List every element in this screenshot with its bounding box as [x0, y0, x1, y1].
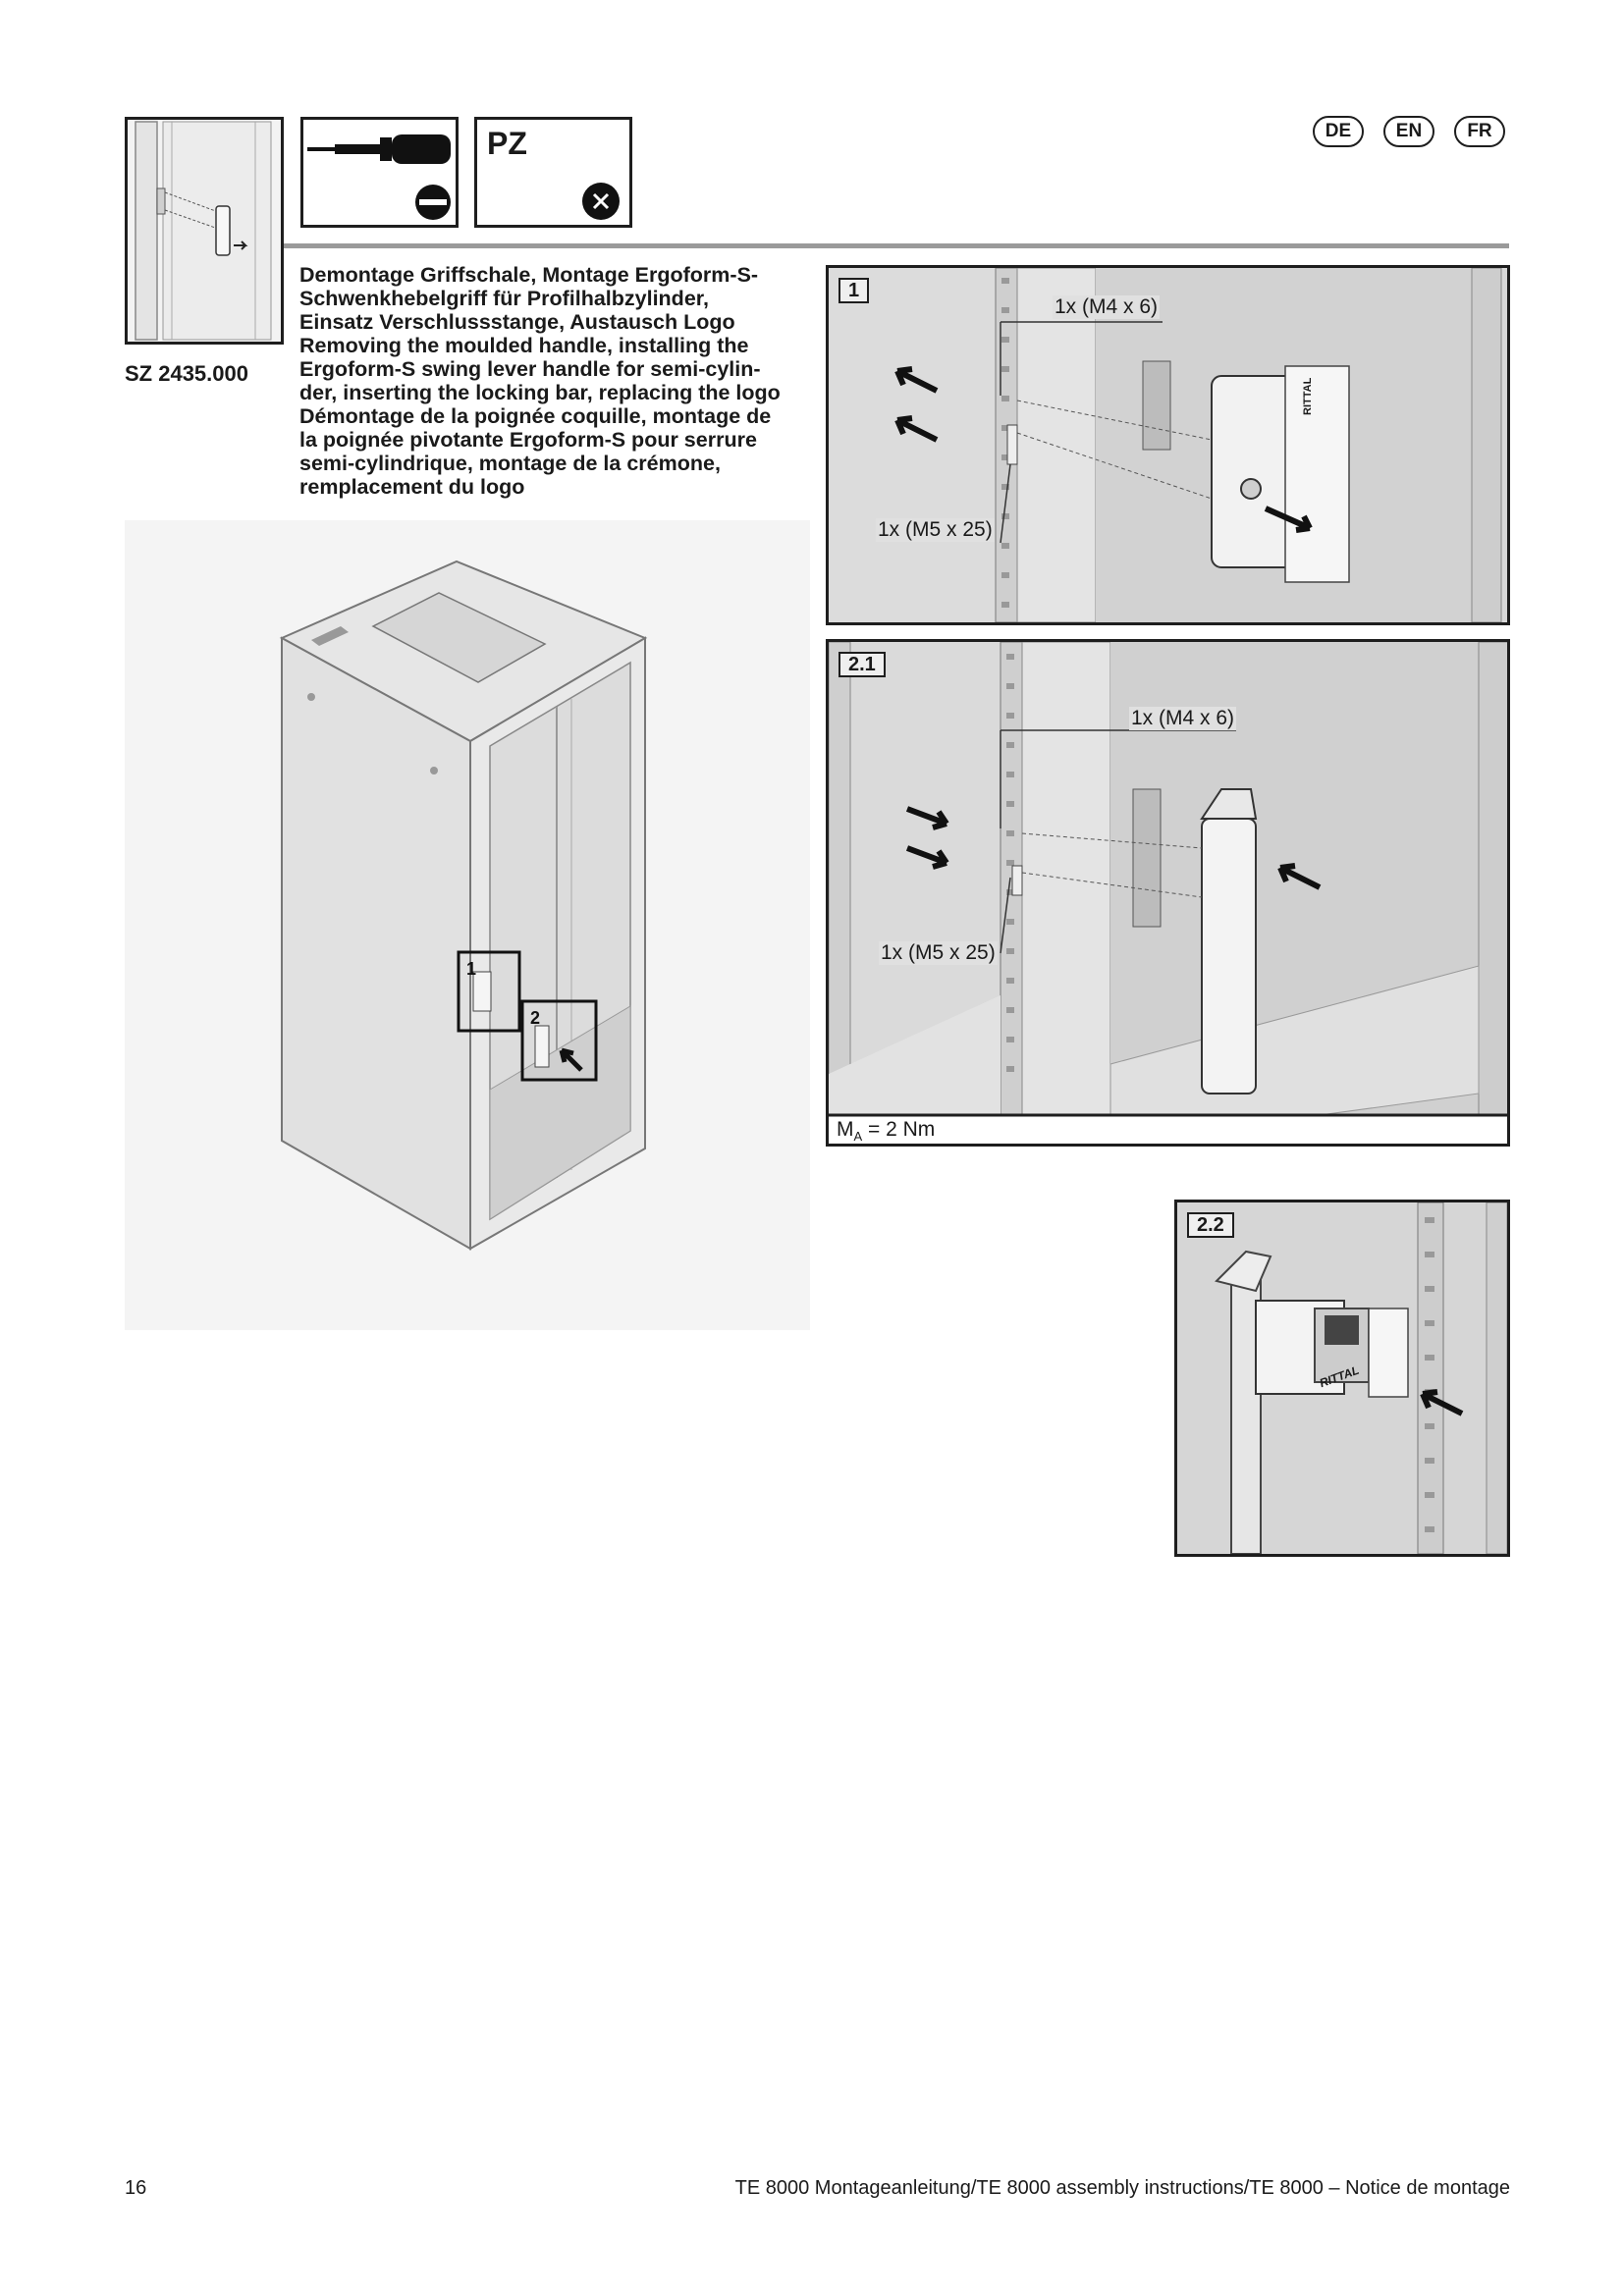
torque-symbol: M — [837, 1118, 854, 1141]
screwdriver-tool-box — [300, 117, 459, 228]
document-title: TE 8000 Montageanleitung/TE 8000 assembly instructions/TE 8000 – Notice de montage — [734, 2177, 1510, 2199]
cabinet-overview — [125, 520, 810, 1330]
panel-1-screw-top: 1x (M4 x 6) — [1055, 295, 1159, 318]
title-line: der, inserting the locking bar, replacing the logo — [299, 381, 781, 404]
panel-2-1-screw-top: 1x (M4 x 6) — [1131, 707, 1235, 729]
title-line: Einsatz Verschlussstange, Austausch Logo — [299, 310, 735, 334]
page-number: 16 — [125, 2177, 147, 2199]
panel-1-illustration — [829, 268, 1507, 622]
title-line: la poignée pivotante Ergoform-S pour serrure — [299, 428, 757, 452]
title-line: remplacement du logo — [299, 475, 525, 499]
header-divider — [284, 243, 1509, 248]
panel-2-1-label: 2.1 — [839, 652, 886, 677]
title-line: Ergoform-S swing lever handle for semi-cylin- — [299, 357, 761, 381]
panel-2-1-screw-bottom: 1x (M5 x 25) — [881, 941, 996, 964]
flat-screwdriver-icon — [303, 120, 456, 225]
torque-value: = 2 Nm — [862, 1118, 936, 1141]
language-badge-en: EN — [1383, 116, 1434, 147]
cross-head-icon — [581, 182, 621, 221]
panel-1-label: 1 — [839, 278, 869, 303]
torque-subscript: A — [853, 1129, 863, 1145]
title-line: Démontage de la poignée coquille, montage de — [299, 404, 772, 428]
torque-specification — [837, 1117, 935, 1147]
door-thumbnail-illustration — [128, 120, 281, 342]
language-badge-de: DE — [1313, 116, 1364, 147]
panel-2-2-logo: RITTAL — [1318, 1362, 1362, 1391]
panel-step-2-1 — [826, 639, 1510, 1147]
article-number: SZ 2435.000 — [125, 361, 248, 386]
instruction-title — [299, 263, 810, 499]
panel-1-logo: RITTAL — [1302, 377, 1314, 415]
title-line: Demontage Griffschale, Montage Ergoform-S- — [299, 263, 759, 287]
overview-callout-1: 1 — [466, 959, 477, 979]
title-line: Removing the moulded handle, installing the — [299, 334, 749, 357]
pz-tool-box — [474, 117, 632, 228]
title-line: semi-cylindrique, montage de la crémone, — [299, 452, 721, 475]
overview-callout-2: 2 — [530, 1008, 541, 1028]
title-line: Schwenkhebelgriff für Profilhalbzylinder, — [299, 287, 709, 310]
cabinet-illustration — [125, 520, 810, 1330]
door-thumbnail — [125, 117, 284, 345]
panel-1-screw-bottom: 1x (M5 x 25) — [878, 518, 993, 541]
language-badge-fr: FR — [1454, 116, 1505, 147]
panel-step-1 — [826, 265, 1510, 625]
pz-label: PZ — [487, 126, 527, 161]
panel-2-2-label: 2.2 — [1187, 1212, 1234, 1238]
panel-step-2-2 — [1174, 1200, 1510, 1557]
